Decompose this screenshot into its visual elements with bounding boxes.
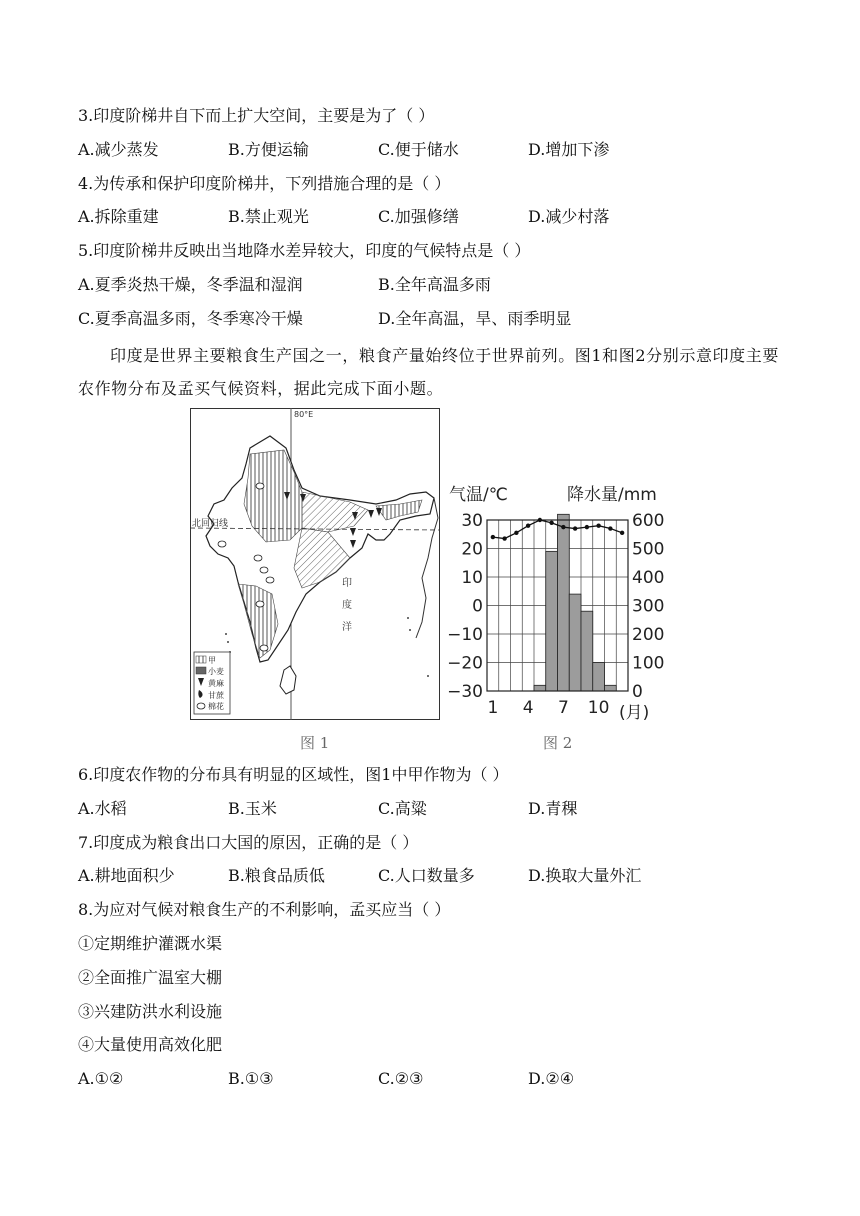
option-c[interactable]: C.人口数量多 [378, 866, 475, 885]
temperature-point [608, 526, 612, 530]
temp-tick-label: −20 [447, 653, 483, 674]
option-b[interactable]: B.全年高温多雨 [378, 275, 491, 294]
temperature-point [502, 536, 506, 540]
question-8-options [78, 1067, 778, 1091]
option-c[interactable]: C.②③ [378, 1069, 424, 1088]
option-b[interactable]: B.禁止观光 [228, 207, 309, 226]
question-3-options [78, 138, 778, 162]
question-4-options [78, 205, 778, 229]
option-c[interactable]: C.夏季高温多雨，冬季寒冷干燥 [78, 309, 303, 328]
sea-label-2: 度 [342, 600, 352, 611]
temperature-point [526, 524, 530, 528]
question-7-options [78, 864, 778, 888]
option-d[interactable]: D.换取大量外汇 [528, 866, 642, 885]
month-tick-label: 1 [487, 698, 499, 718]
precip-bar [558, 514, 570, 691]
temperature-point [573, 526, 577, 530]
temperature-point [538, 518, 542, 522]
question-5-options-row2 [78, 307, 778, 331]
precip-axis-title: 降水量/mm [567, 485, 657, 505]
precip-tick-label: 100 [632, 653, 665, 674]
precip-bar [581, 611, 593, 691]
temp-tick-label: 10 [461, 568, 483, 588]
precip-bar [569, 594, 581, 691]
option-d[interactable]: D.减少村落 [528, 207, 610, 226]
precip-tick-label: 300 [632, 596, 665, 617]
temp-tick-label: 20 [461, 539, 483, 560]
option-b[interactable]: B.①③ [228, 1069, 274, 1088]
meridian-label: 80°E [294, 410, 314, 419]
tropic-label: 北回归线 [192, 519, 229, 529]
option-b[interactable]: B.方便运输 [228, 140, 309, 159]
month-tick-label: 10 [587, 698, 610, 718]
month-tick-label: 7 [557, 698, 569, 718]
temperature-point [549, 521, 553, 525]
legend-sugarcane: 甘蔗 [208, 691, 224, 700]
question-6-stem: 6.印度农作物的分布具有明显的区域性，图1中甲作物为（ ） [78, 765, 509, 784]
question-5-options-row1 [78, 273, 778, 297]
figure-1-caption: 图 1 [300, 734, 330, 752]
precip-tick-label: 600 [632, 511, 665, 531]
temp-tick-label: −10 [447, 625, 483, 645]
sea-label-3: 洋 [342, 622, 352, 633]
climate-chart [445, 478, 675, 726]
question-7-stem: 7.印度成为粮食出口大国的原因，正确的是（ ） [78, 833, 419, 852]
option-a[interactable]: A.减少蒸发 [78, 140, 159, 159]
question-8-item-2: ②全面推广温室大棚 [78, 968, 223, 987]
figure-2-caption: 图 2 [543, 734, 573, 752]
option-a[interactable]: A.①② [78, 1069, 124, 1088]
option-a[interactable]: A.夏季炎热干燥，冬季温和湿润 [78, 275, 303, 294]
india-crop-map [190, 408, 440, 720]
option-d[interactable]: D.②④ [528, 1069, 575, 1088]
question-8-item-1: ①定期维护灌溉水渠 [78, 934, 223, 953]
precip-tick-label: 200 [632, 625, 665, 645]
option-c[interactable]: C.加强修缮 [378, 207, 459, 226]
precip-tick-label: 400 [632, 568, 665, 588]
option-a[interactable]: A.耕地面积少 [78, 866, 175, 885]
temperature-point [561, 525, 565, 529]
precip-tick-label: 0 [632, 682, 643, 702]
option-b[interactable]: B.粮食品质低 [228, 866, 325, 885]
temperature-point [596, 524, 600, 528]
legend-jute: 黄麻 [208, 679, 224, 688]
month-tick-label: 4 [522, 698, 534, 718]
precip-tick-label: 500 [632, 539, 665, 560]
question-5-stem: 5.印度阶梯井反映出当地降水差异较大，印度的气候特点是（ ） [78, 241, 531, 260]
option-d[interactable]: D.青稞 [528, 799, 578, 818]
intro-paragraph: 印度是世界主要粮食生产国之一，粮食产量始终位于世界前列。图1和图2分别示意印度主要农作物分布及孟买气候资料，据此完成下面小题。 [78, 346, 779, 398]
temperature-point [514, 531, 518, 535]
option-c[interactable]: C.高粱 [378, 799, 427, 818]
option-b[interactable]: B.玉米 [228, 799, 277, 818]
temp-tick-label: 30 [461, 511, 483, 531]
precip-bar [605, 685, 617, 691]
temp-tick-label: 0 [472, 596, 483, 617]
precip-bar [546, 551, 558, 691]
temp-axis-title: 气温/℃ [449, 485, 508, 505]
question-6-options [78, 797, 778, 821]
question-8-item-4: ④大量使用高效化肥 [78, 1035, 223, 1054]
precip-bar [534, 685, 546, 691]
temperature-point [585, 525, 589, 529]
legend-cotton: 棉花 [208, 702, 224, 711]
x-unit-label: (月) [619, 703, 650, 723]
sea-label-1: 印 [342, 578, 352, 589]
temperature-point [491, 535, 495, 539]
option-a[interactable]: A.拆除重建 [78, 207, 159, 226]
temp-tick-label: −30 [447, 682, 483, 702]
question-8-stem: 8.为应对气候对粮食生产的不利影响，孟买应当（ ） [78, 900, 451, 919]
question-3-stem: 3.印度阶梯井自下而上扩大空间，主要是为了（ ） [78, 106, 435, 125]
temperature-point [620, 531, 624, 535]
option-c[interactable]: C.便于储水 [378, 140, 459, 159]
precip-bar [593, 663, 605, 692]
question-8-item-3: ③兴建防洪水利设施 [78, 1002, 223, 1021]
legend-wheat: 小麦 [208, 667, 224, 676]
question-4-stem: 4.为传承和保护印度阶梯井，下列措施合理的是（ ） [78, 174, 451, 193]
option-a[interactable]: A.水稻 [78, 799, 127, 818]
option-d[interactable]: D.全年高温，旱、雨季明显 [378, 309, 572, 328]
option-d[interactable]: D.增加下渗 [528, 140, 610, 159]
legend-crop-a: 甲 [208, 656, 216, 665]
